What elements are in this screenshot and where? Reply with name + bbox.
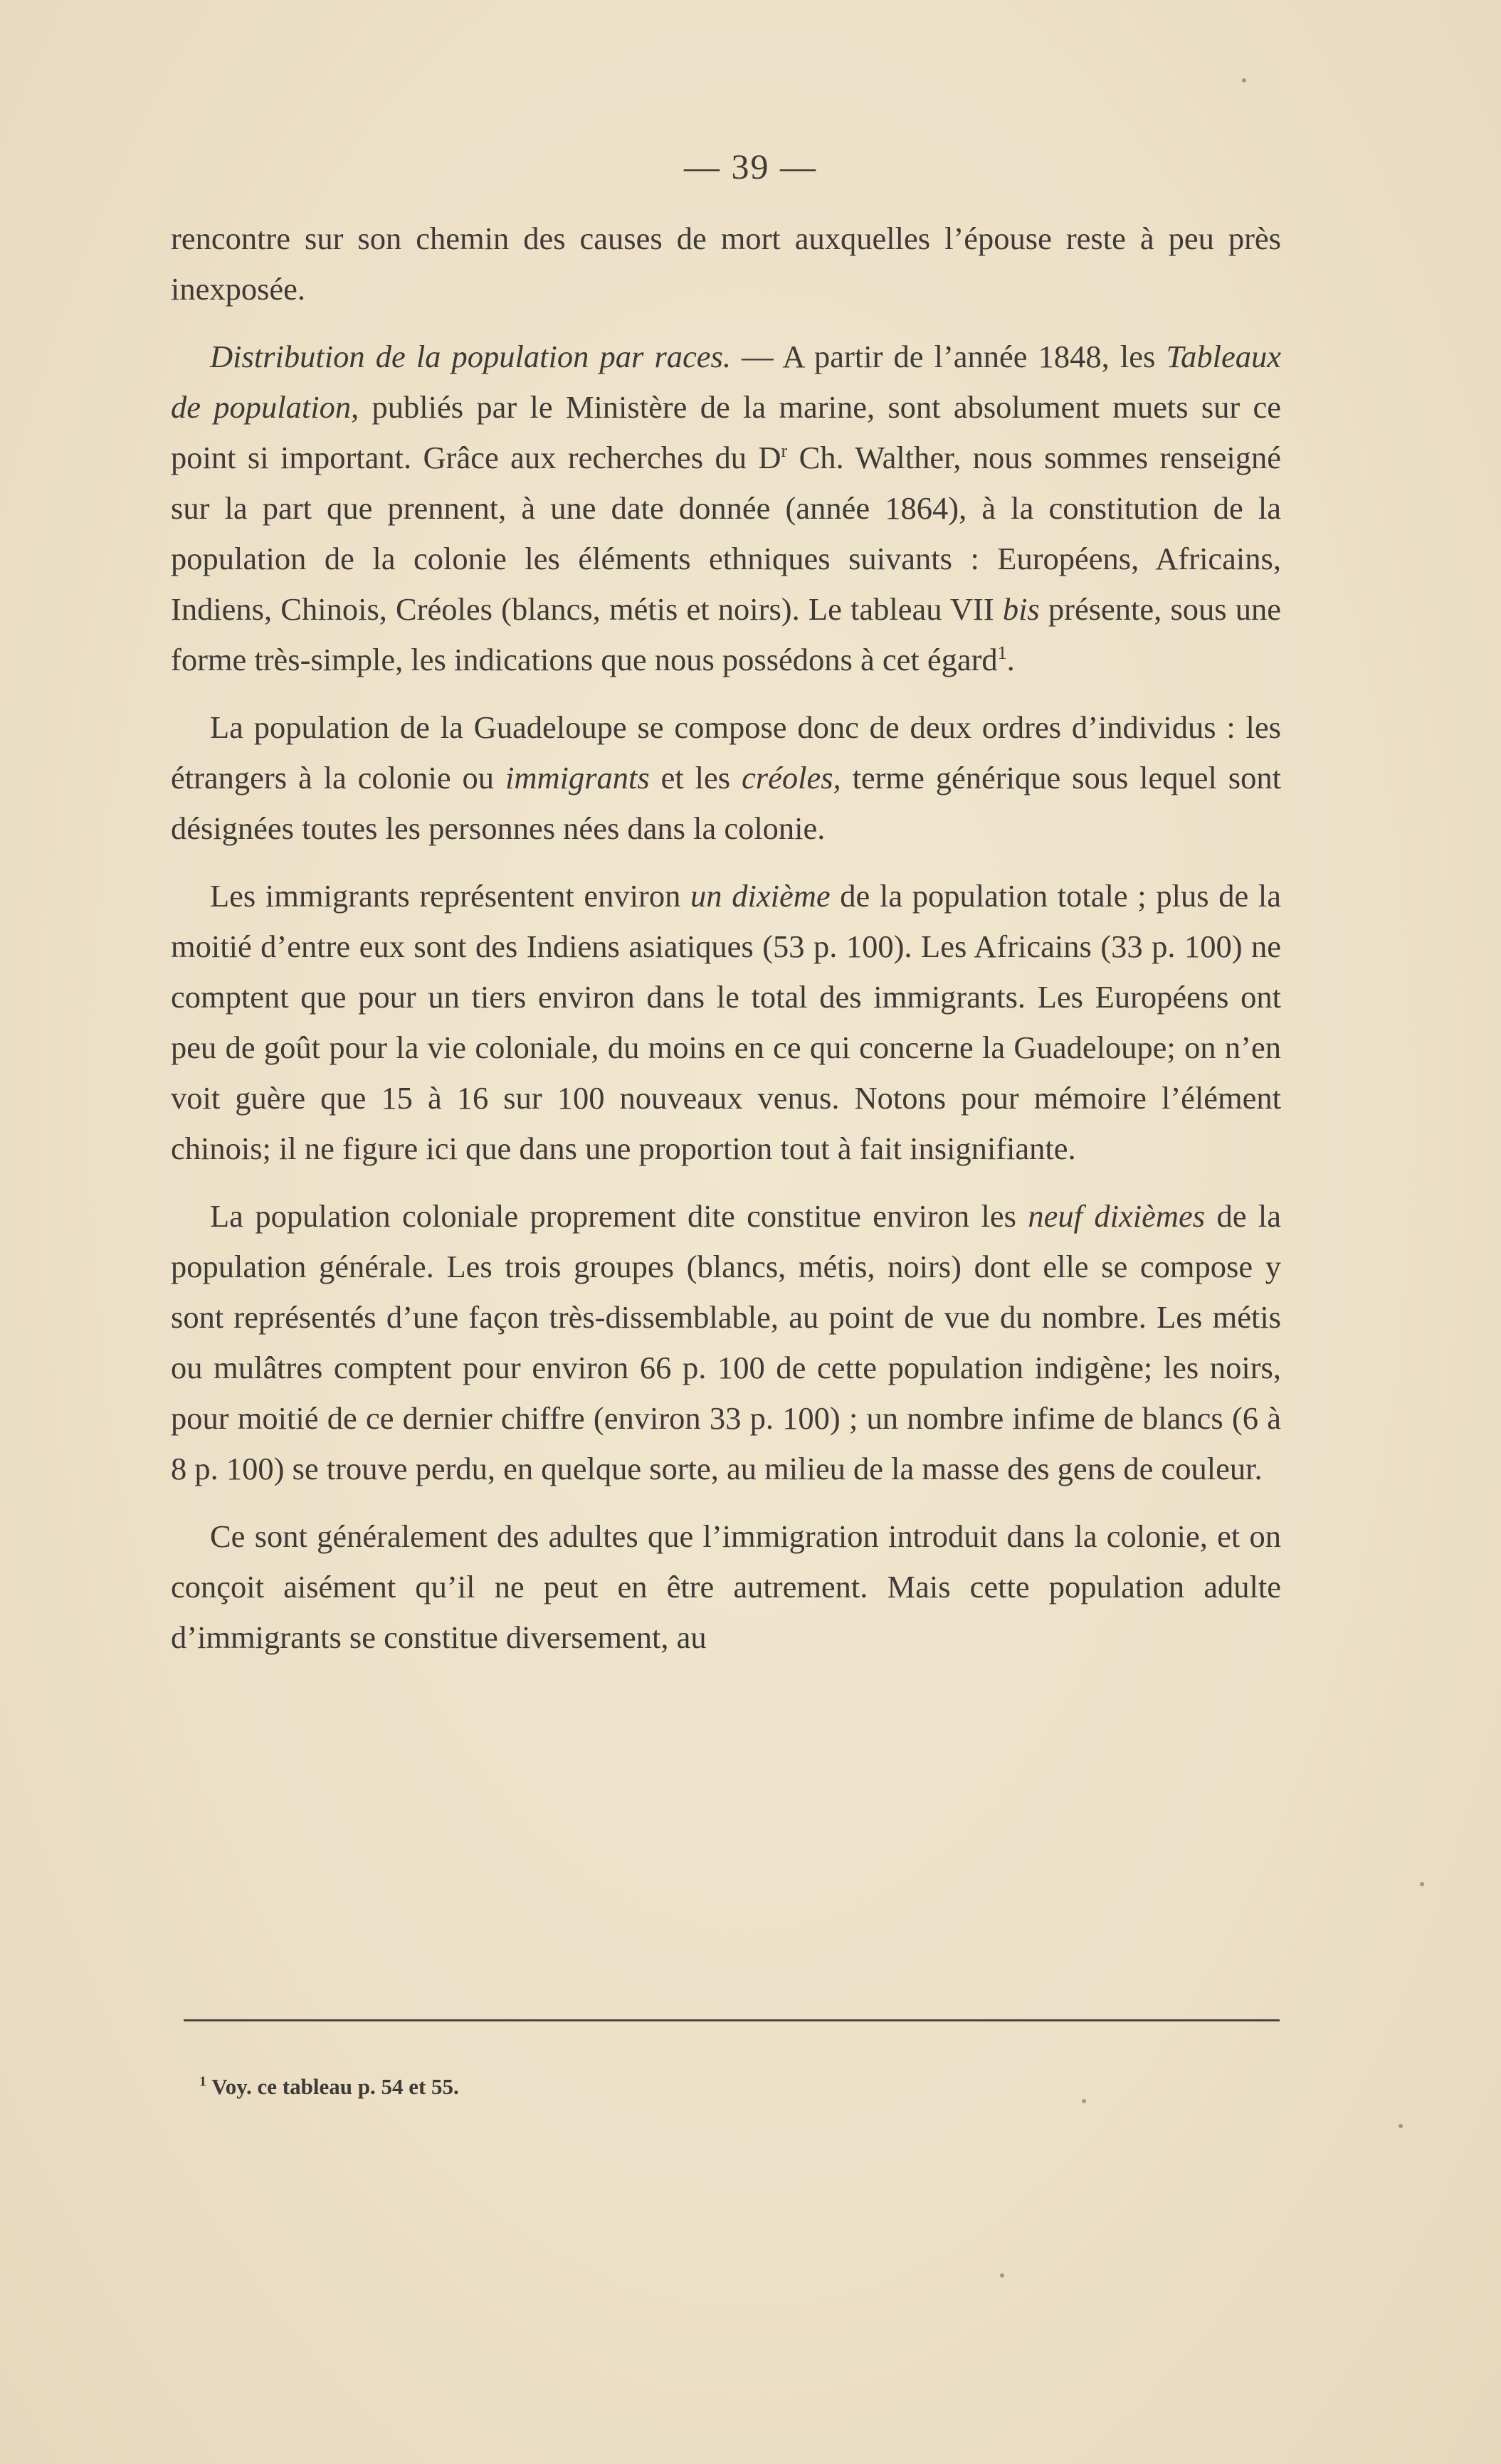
text-run: La population de la Guadeloupe se compose donc de deux ordres d’individus : les étrangers à la colonie ou [171, 709, 1281, 795]
superscript: r [781, 440, 788, 462]
italic-text: immigrants [505, 760, 650, 795]
text-run: présente, sous une forme très-simple, les indications que nous possédons à cet égard [171, 591, 1282, 677]
paragraph [171, 332, 1281, 685]
paragraph [171, 213, 1281, 314]
text-run: Ch. Walther, nous sommes renseigné sur la part que prennent, à une date donnée (année 1864), à la constitution de la population de la colonie les éléments ethniques suivants : Européens, Africains, Indiens, Chinois, Créoles (blancs, métis et noirs). Le tableau VII [171, 440, 1281, 627]
text-run: . [1006, 642, 1015, 677]
text-run: terme générique sous lequel sont désignées toutes les personnes nées dans la colonie. [171, 760, 1281, 846]
italic-text: un dixième [690, 878, 831, 914]
italic-text: Tableaux de population [171, 339, 1281, 425]
text-run: rencontre sur son chemin des causes de mort auxquelles l’épouse reste à peu près inexposée. [171, 221, 1281, 307]
footnote-text: Voy. ce tableau p. 54 et 55. [206, 2074, 459, 2099]
text-run: et les [649, 760, 742, 795]
paper-speck [1420, 1882, 1424, 1886]
footnote-marker: 1 [199, 2073, 206, 2090]
paper-speck [1399, 2124, 1403, 2128]
italic-text: Distribution de la population par races. [210, 339, 731, 374]
paper-speck [1082, 2099, 1086, 2103]
superscript: 1 [997, 643, 1007, 664]
text-run: La population coloniale proprement dite constitue environ les [210, 1198, 1028, 1234]
body-text [171, 213, 1281, 1680]
paper-speck [1242, 78, 1246, 83]
text-run: , publiés par le Ministère de la marine, sont absolument muets sur ce point si important. Grâce aux recherches du D [171, 389, 1282, 475]
paragraph [171, 871, 1281, 1174]
text-run: — A partir de l’année 1848, les [730, 339, 1166, 374]
paragraph [171, 1191, 1281, 1494]
italic-text: créoles, [742, 760, 841, 795]
footnote-divider [184, 2019, 1280, 2021]
footnote [199, 2074, 459, 2100]
italic-text: neuf dixièmes [1028, 1198, 1206, 1234]
paragraph [171, 702, 1281, 854]
italic-text: bis [1002, 591, 1040, 627]
text-run: Les immigrants représentent environ [210, 878, 691, 914]
paragraph [171, 1511, 1281, 1663]
text-run: de la population totale ; plus de la moitié d’entre eux sont des Indiens asiatiques (53 p. 100). Les Africains (33 p. 100) ne comptent que pour un tiers environ dans le total des immigrants. Les Européens ont peu de goût pour la vie coloniale, du moins en ce qui concerne la Guadeloupe; on n’en voit guère que 15 à 16 sur 100 nouveaux venus. Notons pour mémoire l’élément chinois; il ne figure ici que dans une proportion tout à fait insignifiante. [171, 878, 1281, 1166]
text-run: de la population générale. Les trois groupes (blancs, métis, noirs) dont elle se compose y sont représentés d’une façon très-dissemblable, au point de vue du nombre. Les métis ou mulâtres comptent pour environ 66 p. 100 de cette population indigène; les noirs, pour moitié de ce dernier chiffre (environ 33 p. 100) ; un nombre infime de blancs (6 à 8 p. 100) se trouve perdu, en quelque sorte, au milieu de la masse des gens de couleur. [171, 1198, 1281, 1486]
page-number: — 39 — [684, 147, 817, 186]
text-run: Ce sont généralement des adultes que l’immigration introduit dans la colonie, et on conçoit aisément qu’il ne peut en être autrement. Mais cette population adulte d’immigrants se constitue diversement, au [171, 1518, 1281, 1655]
paper-speck [1000, 2273, 1004, 2278]
